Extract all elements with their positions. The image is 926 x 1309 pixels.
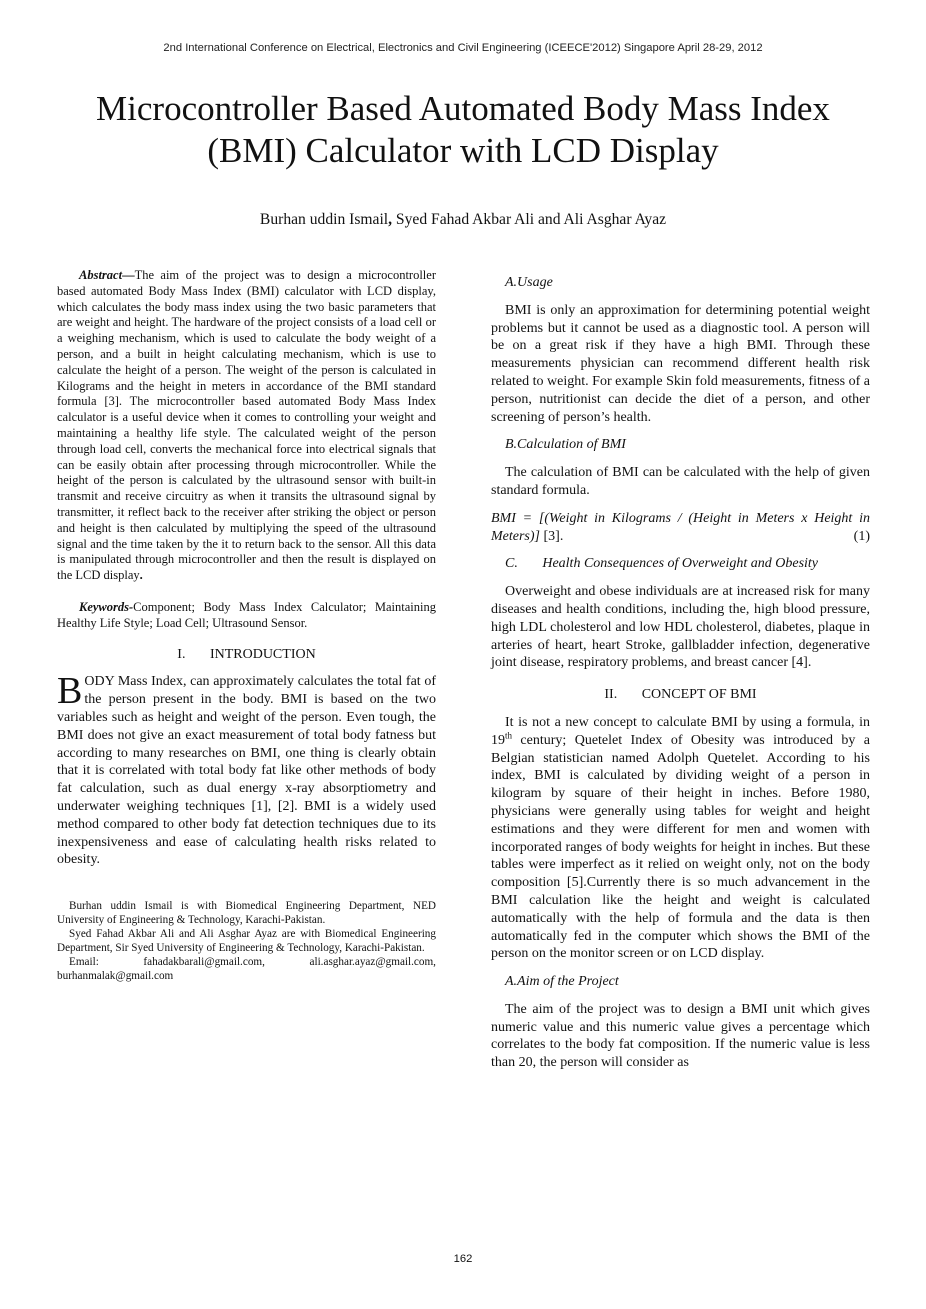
introduction-text: ODY Mass Index, can approximately calculates the total fat of the person present in the body. BMI is based on the two variables such as height and weight of the person. Even tough, the BMI does not give an exact measurement of total body fatness but according to many researches on BMI, one thing is clearly obtain that it is correlated with total body fat like other methods of body fat calculation, such as dual energy x-ray absorptiometry and underwater weighing techniques [1], [2]. BMI is a widely used method compared to other body fat detection techniques due to its inexpensiveness and ease of calculating health risks related to obesity. xyxy=(57,674,436,868)
right-column xyxy=(491,274,870,1072)
health-heading: C. Health Consequences of Overweight and Obesity xyxy=(505,556,819,572)
section-concept-heading: II. CONCEPT OF BMI xyxy=(604,687,757,703)
email-3: burhanmalak@gmail.com xyxy=(57,970,174,983)
calculation-heading: B.Calculation of BMI xyxy=(505,437,626,453)
formula-expression: BMI = [(Weight in Kilograms / (Height in Meters x Height in Meters)] xyxy=(491,510,870,544)
conference-header: 2nd International Conference on Electrical, Electronics and Civil Engineering (ICEECE'2012) Singapore April 28-29, 2012 xyxy=(163,42,763,54)
formula-number: (1) xyxy=(853,528,870,544)
aim-heading: A.Aim of the Project xyxy=(505,974,619,990)
left-column xyxy=(57,268,436,983)
title-line-2: (BMI) Calculator with LCD Display xyxy=(207,131,719,170)
concept-paragraph xyxy=(491,714,870,963)
usage-text: BMI is only an approximation for determining potential weight problems but it cannot be used as a diagnostic tool. A person will be on a great risk if they have a high BMI. Through these measurements physician can recommend different health risk related to weight. For example Skin fold measurements, fitness of a person, nutritionist can decide the diet of a person, and other screening of person’s health. xyxy=(491,302,870,425)
author-list xyxy=(0,211,926,229)
abstract-label: Abstract xyxy=(79,268,123,282)
footnote-2: Syed Fahad Akbar Ali and Ali Asghar Ayaz are with Biomedical Engineering Department, Sir Syed University of Engineering & Technology, Karachi-Pakistan. xyxy=(57,928,436,955)
abstract-text: The aim of the project was to design a microcontroller based automated Body Mass Index (BMI) calculator with LCD display, which calculates the body mass index using the two basic parameters that are weight and height. The hardware of the project consists of a load cell or a weighing mechanism, which is used to calculate the body weight of a person, and a built in height calculating mechanism, which is use to calculate the height of a person. The weight of the person is calculated in Kilograms and the height in meters in accordance of the BMI standard formula [3]. The microcontroller based automated Body Mass Index calculator is a useful device when it comes to controlling your weight and maintaining a healthy life style. The calculated weight of the person through load cell, converts the mechanical force into electrical signals that can be easily obtain after processing through microcontroller. While the height of the person is calculated by the ultrasound sensor with built-in transmit and receive circuitry as when it transits the ultrasound signal by transmitter, it reflect back to the receiver after striking the object or person and height is then calculated by multiplying the speed of the ultrasound signal and the time taken by the it to return back to the sensor. All this data is manipulated through microcontroller and then the result is displayed on the LCD display xyxy=(57,268,436,583)
email-label: Email: xyxy=(69,956,99,969)
concept-text-b: century; Quetelet Index of Obesity was introduced by a Belgian statistician named Adolph Quetelet. According to his index, BMI is calculated by dividing weight of a person in kilogram by square of their height in inches. Before 1980, physicians were generally using tables for weight and height estimations and they were different for men and women with incorporated ranges of body weights for height in inches. But these tables were imperfect as it relied on weight only, not on the body composition [5].Currently there is so much advancement in the BMI calculation like the height and weight is calculated automatically with the help of formula and the data is then automatically fed in the computer which shows the BMI of the person on the monitor screen or on LCD display. xyxy=(491,732,870,962)
keywords-label: Keywords- xyxy=(79,599,134,614)
keywords-text: Component; Body Mass Index Calculator; Maintaining Healthy Life Style; Load Cell; Ultrasound Sensor. xyxy=(57,599,436,630)
abstract xyxy=(57,268,436,584)
introduction-paragraph xyxy=(57,670,436,869)
formula-reference: [3]. xyxy=(540,528,564,544)
abstract-dash: — xyxy=(122,268,135,282)
bmi-formula xyxy=(491,510,870,546)
usage-heading: A.Usage xyxy=(505,275,553,290)
email-1: fahadakbarali@gmail.com, xyxy=(143,956,265,969)
concept-text-a: It is not a new concept to calculate BMI by using a formula, in 19 xyxy=(491,714,870,748)
author-rest: Syed Fahad Akbar Ali and Ali Asghar Ayaz xyxy=(392,211,667,228)
drop-cap: B xyxy=(57,670,83,713)
title-line-1: Microcontroller Based Automated Body Mass Index xyxy=(96,89,830,128)
footnote-emails xyxy=(57,955,436,969)
email-2: ali.asghar.ayaz@gmail.com, xyxy=(309,956,436,969)
abstract-end: . xyxy=(139,568,143,583)
health-text: Overweight and obese individuals are at increased risk for many diseases and health conditions, including the, high blood pressure, high LDL cholesterol and low HDL cholesterol, diabetes, plaque in arteries of heart, heart Stroke, gallbladder infection, degenerative joint disease, respiratory problems, and breast cancer [4]. xyxy=(491,584,870,671)
section-introduction-heading: I. INTRODUCTION xyxy=(177,646,316,662)
page-number: 162 xyxy=(453,1253,473,1265)
author-footnotes xyxy=(57,899,436,983)
paper-title xyxy=(40,88,886,172)
concept-superscript: th xyxy=(505,730,513,741)
author-1: Burhan uddin Ismail xyxy=(259,211,389,228)
author-separator: , xyxy=(388,211,393,228)
footnote-1: Burhan uddin Ismail is with Biomedical Engineering Department, NED University of Engineering & Technology, Karachi-Pakistan. xyxy=(57,900,436,927)
calculation-text: The calculation of BMI can be calculated with the help of given standard formula. xyxy=(491,465,870,498)
aim-text: The aim of the project was to design a BMI unit which gives numeric value and this numeric value gives a percentage which correlates to the body fat composition. If the numeric value is less than 20, the person will consider as xyxy=(491,1001,870,1071)
keywords xyxy=(57,600,436,632)
